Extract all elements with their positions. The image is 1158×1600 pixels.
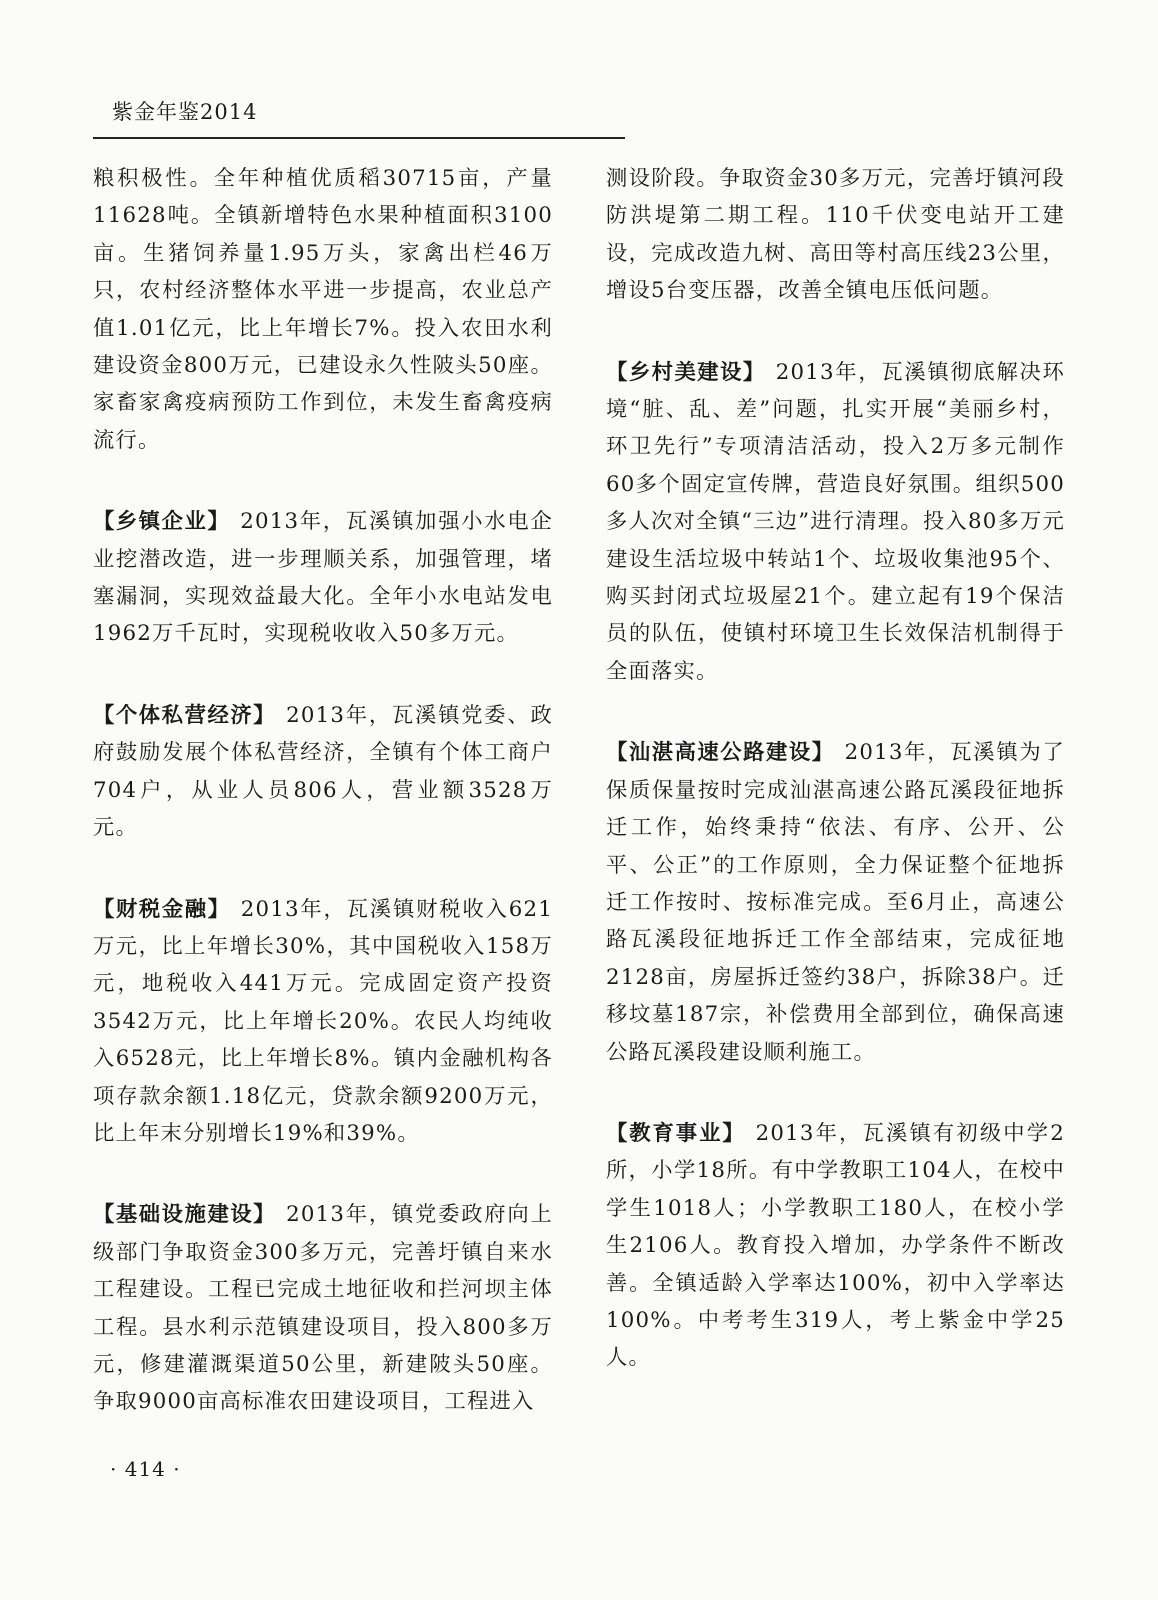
- section-text: 2013年，镇党委政府向上级部门争取资金300多万元，完善圩镇自来水工程建设。工程已完成土地征收和拦河坝主体工程。县水利示范镇建设项目，投入800多万元，修建灌溉渠道50公里，新建陂头50座。争取9000亩高标准农田建设项目，工程进入: [93, 1202, 553, 1415]
- section-private-economy: [93, 697, 553, 847]
- section-text: 2013年，瓦溪镇为了保质保量按时完成汕湛高速公路瓦溪段征地拆迁工作，始终秉持“依法、有序、公开、公平、公正”的工作原则，全力保证整个征地拆迁工作按时、按标准完成。至6月止，高速公路瓦溪段征地拆迁工作全部结束，完成征地2128亩，房屋拆迁签约38户，拆除38户。迁移坟墓187宗，补偿费用全部到位，确保高速公路瓦溪段建设顺利施工。: [606, 740, 1065, 1065]
- section-heading: 【教育事业】: [606, 1120, 746, 1146]
- section-text: 2013年，瓦溪镇彻底解决环境“脏、乱、差”问题，扎实开展“美丽乡村，环卫先行”专项清洁活动，投入2万多元制作60多个固定宣传牌，营造良好氛围。组织500多人次对全镇“三边”进行清理。投入80多万元建设生活垃圾中转站1个、垃圾收集池95个、购买封闭式垃圾屋21个。建立起有19个保洁员的队伍，使镇村环境卫生长效保洁机制得于全面落实。: [606, 359, 1065, 684]
- section-text: 2013年，瓦溪镇财税收入621万元，比上年增长30%，其中国税收入158万元，地税收入441万元。完成固定资产投资3542万元，比上年增长20%。农民人均纯收入6528元，比上年增长8%。镇内金融机构各项存款余额1.18亿元，贷款余额9200万元，比上年末分别增长19%和39%。: [93, 896, 553, 1146]
- running-header: 紫金年鉴2014: [112, 100, 258, 124]
- section-finance-tax: [93, 891, 553, 1153]
- header-rule: [93, 137, 625, 139]
- page-number: · 414 ·: [110, 1457, 181, 1481]
- section-township-enterprises: [93, 503, 553, 653]
- right-column: [606, 160, 1065, 1377]
- section-heading: 【汕湛高速公路建设】: [606, 740, 835, 766]
- left-column: [93, 160, 553, 1421]
- section-expressway: [606, 734, 1065, 1071]
- section-heading: 【个体私营经济】: [93, 702, 277, 728]
- paragraph-continued: 测设阶段。争取资金30多万元，完善圩镇河段防洪堤第二期工程。110千伏变电站开工建设，完成改造九树、高田等村高压线23公里，增设5台变压器，改善全镇电压低问题。: [606, 166, 1065, 304]
- section-heading: 【乡村美建设】: [606, 359, 766, 385]
- section-heading: 【基础设施建设】: [93, 1202, 277, 1228]
- section-heading: 【乡镇企业】: [93, 509, 231, 535]
- section-text: 2013年，瓦溪镇有初级中学2所，小学18所。有中学教职工104人，在校中学生1018人；小学教职工180人，在校小学生2106人。教育投入增加，办学条件不断改善。全镇适龄入学率达100%，初中入学率达100%。中考考生319人，考上紫金中学25人。: [606, 1120, 1065, 1371]
- section-text: 2013年，瓦溪镇加强小水电企业挖潜改造，进一步理顺关系，加强管理，堵塞漏洞，实现效益最大化。全年小水电站发电1962万千瓦时，实现税收收入50多万元。: [93, 509, 553, 647]
- paragraph-continued: 粮积极性。全年种植优质稻30715亩，产量11628吨。全镇新增特色水果种植面积3100亩。生猪饲养量1.95万头，家禽出栏46万只，农村经济整体水平进一步提高，农业总产值1.01亿元，比上年增长7%。投入农田水利建设资金800万元，已建设永久性陂头50座。家畜家禽疫病预防工作到位，未发生畜禽疫病流行。: [93, 166, 553, 453]
- section-infrastructure: [93, 1196, 553, 1420]
- section-education: [606, 1115, 1065, 1377]
- section-heading: 【财税金融】: [93, 896, 231, 922]
- section-rural-beautification: [606, 354, 1065, 691]
- section-text: 2013年，瓦溪镇党委、政府鼓励发展个体私营经济，全镇有个体工商户704户，从业人员806人，营业额3528万元。: [93, 702, 553, 841]
